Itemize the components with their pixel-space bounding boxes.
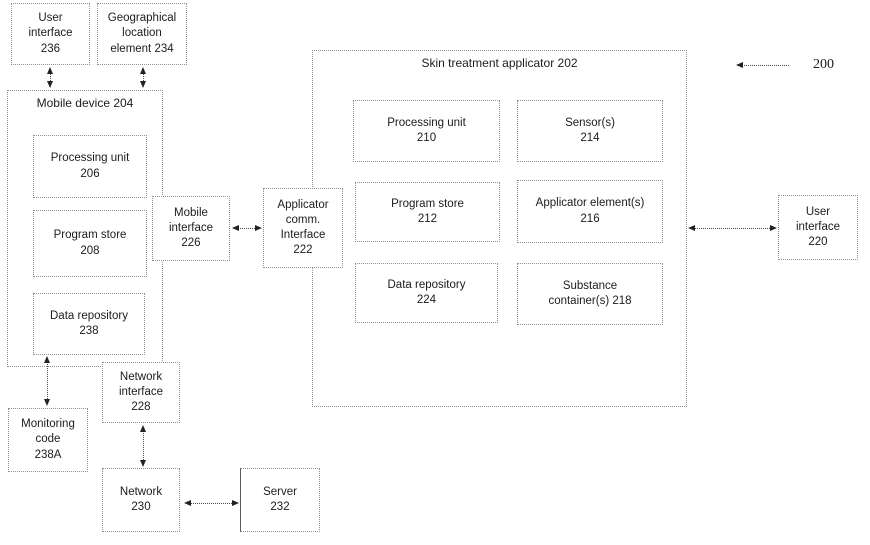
arrow-applicator-202-to-user-interface-220 [688,224,777,233]
arrow-line [189,503,234,504]
box-sensors-214 [517,100,663,162]
box-label: Substance container(s) 218 [548,279,632,307]
box-label: Sensor(s) 214 [565,116,615,144]
box-label: User interface 220 [795,205,841,249]
box-label: Data repository 238 [50,309,128,337]
arrowhead-right-icon [232,500,239,506]
box-server-232 [240,468,320,532]
box-label: Skin treatment applicator 202 [421,56,578,70]
box-mobile-interface-226 [152,196,230,261]
box-program-store-208 [33,210,147,277]
arrowhead-left-icon [736,62,743,68]
arrow-line [47,361,48,401]
box-label: Data repository 224 [387,278,466,306]
box-label: Program store 208 [53,229,127,257]
box-label: User interface 236 [28,12,73,55]
box-label: Server 232 [263,485,297,513]
arrowhead-left-icon [184,500,191,506]
arrow-network-230-to-server-232 [184,499,239,508]
box-user-interface-236 [11,3,90,65]
box-label: Mobile device 204 [36,96,134,110]
box-geographical-location-element-234 [97,3,187,65]
box-user-interface-220 [778,195,858,260]
arrowhead-up-icon [47,67,53,74]
box-program-store-212 [355,182,500,242]
arrow-line [741,65,789,66]
box-label: Applicator element(s) 216 [535,197,645,225]
arrowhead-up-icon [140,425,146,432]
box-applicator-comm-interface-222 [263,188,343,268]
box-label: Applicator comm. Interface 222 [277,198,329,257]
arrow-line [143,430,144,462]
arrowhead-down-icon [47,81,53,88]
arrowhead-down-icon [44,399,50,406]
box-label: Mobile interface 226 [168,206,214,250]
box-substance-containers-218 [517,263,663,325]
box-network-230 [102,468,180,532]
arrow-reference-200-pointer [736,61,789,70]
box-processing-unit-210 [353,100,500,162]
box-data-repository-224 [355,263,498,323]
arrowhead-down-icon [140,460,146,467]
arrowhead-right-icon [255,225,262,231]
arrow-user-interface-236-to-mobile-device-204 [46,67,55,88]
arrow-mobile-interface-226-to-applicator-comm-222 [232,224,262,233]
box-label: Processing unit 206 [50,152,130,180]
box-processing-unit-206 [33,135,147,198]
arrow-line [237,228,257,229]
arrowhead-left-icon [232,225,239,231]
box-label: Geographical location element 234 [107,12,177,55]
arrowhead-left-icon [688,225,695,231]
box-network-interface-228 [102,362,180,423]
arrow-geo-element-234-to-mobile-device-204 [139,67,148,88]
arrow-data-repository-238-to-monitoring-code-238A [43,356,52,406]
box-label: Processing unit 210 [387,116,466,144]
arrowhead-right-icon [770,225,777,231]
arrowhead-up-icon [140,67,146,74]
box-label: Network interface 228 [118,370,164,414]
box-monitoring-code-238A [8,408,88,472]
box-applicator-elements-216 [517,180,663,243]
arrow-line [693,228,772,229]
box-data-repository-238 [33,293,145,355]
figure-reference-number: 200 [813,57,834,72]
arrowhead-up-icon [44,356,50,363]
arrowhead-down-icon [140,81,146,88]
box-label: Network 230 [119,485,163,513]
box-label: Monitoring code 238A [21,418,75,461]
box-label: Program store 212 [391,197,464,225]
arrow-network-interface-228-to-network-230 [139,425,148,467]
